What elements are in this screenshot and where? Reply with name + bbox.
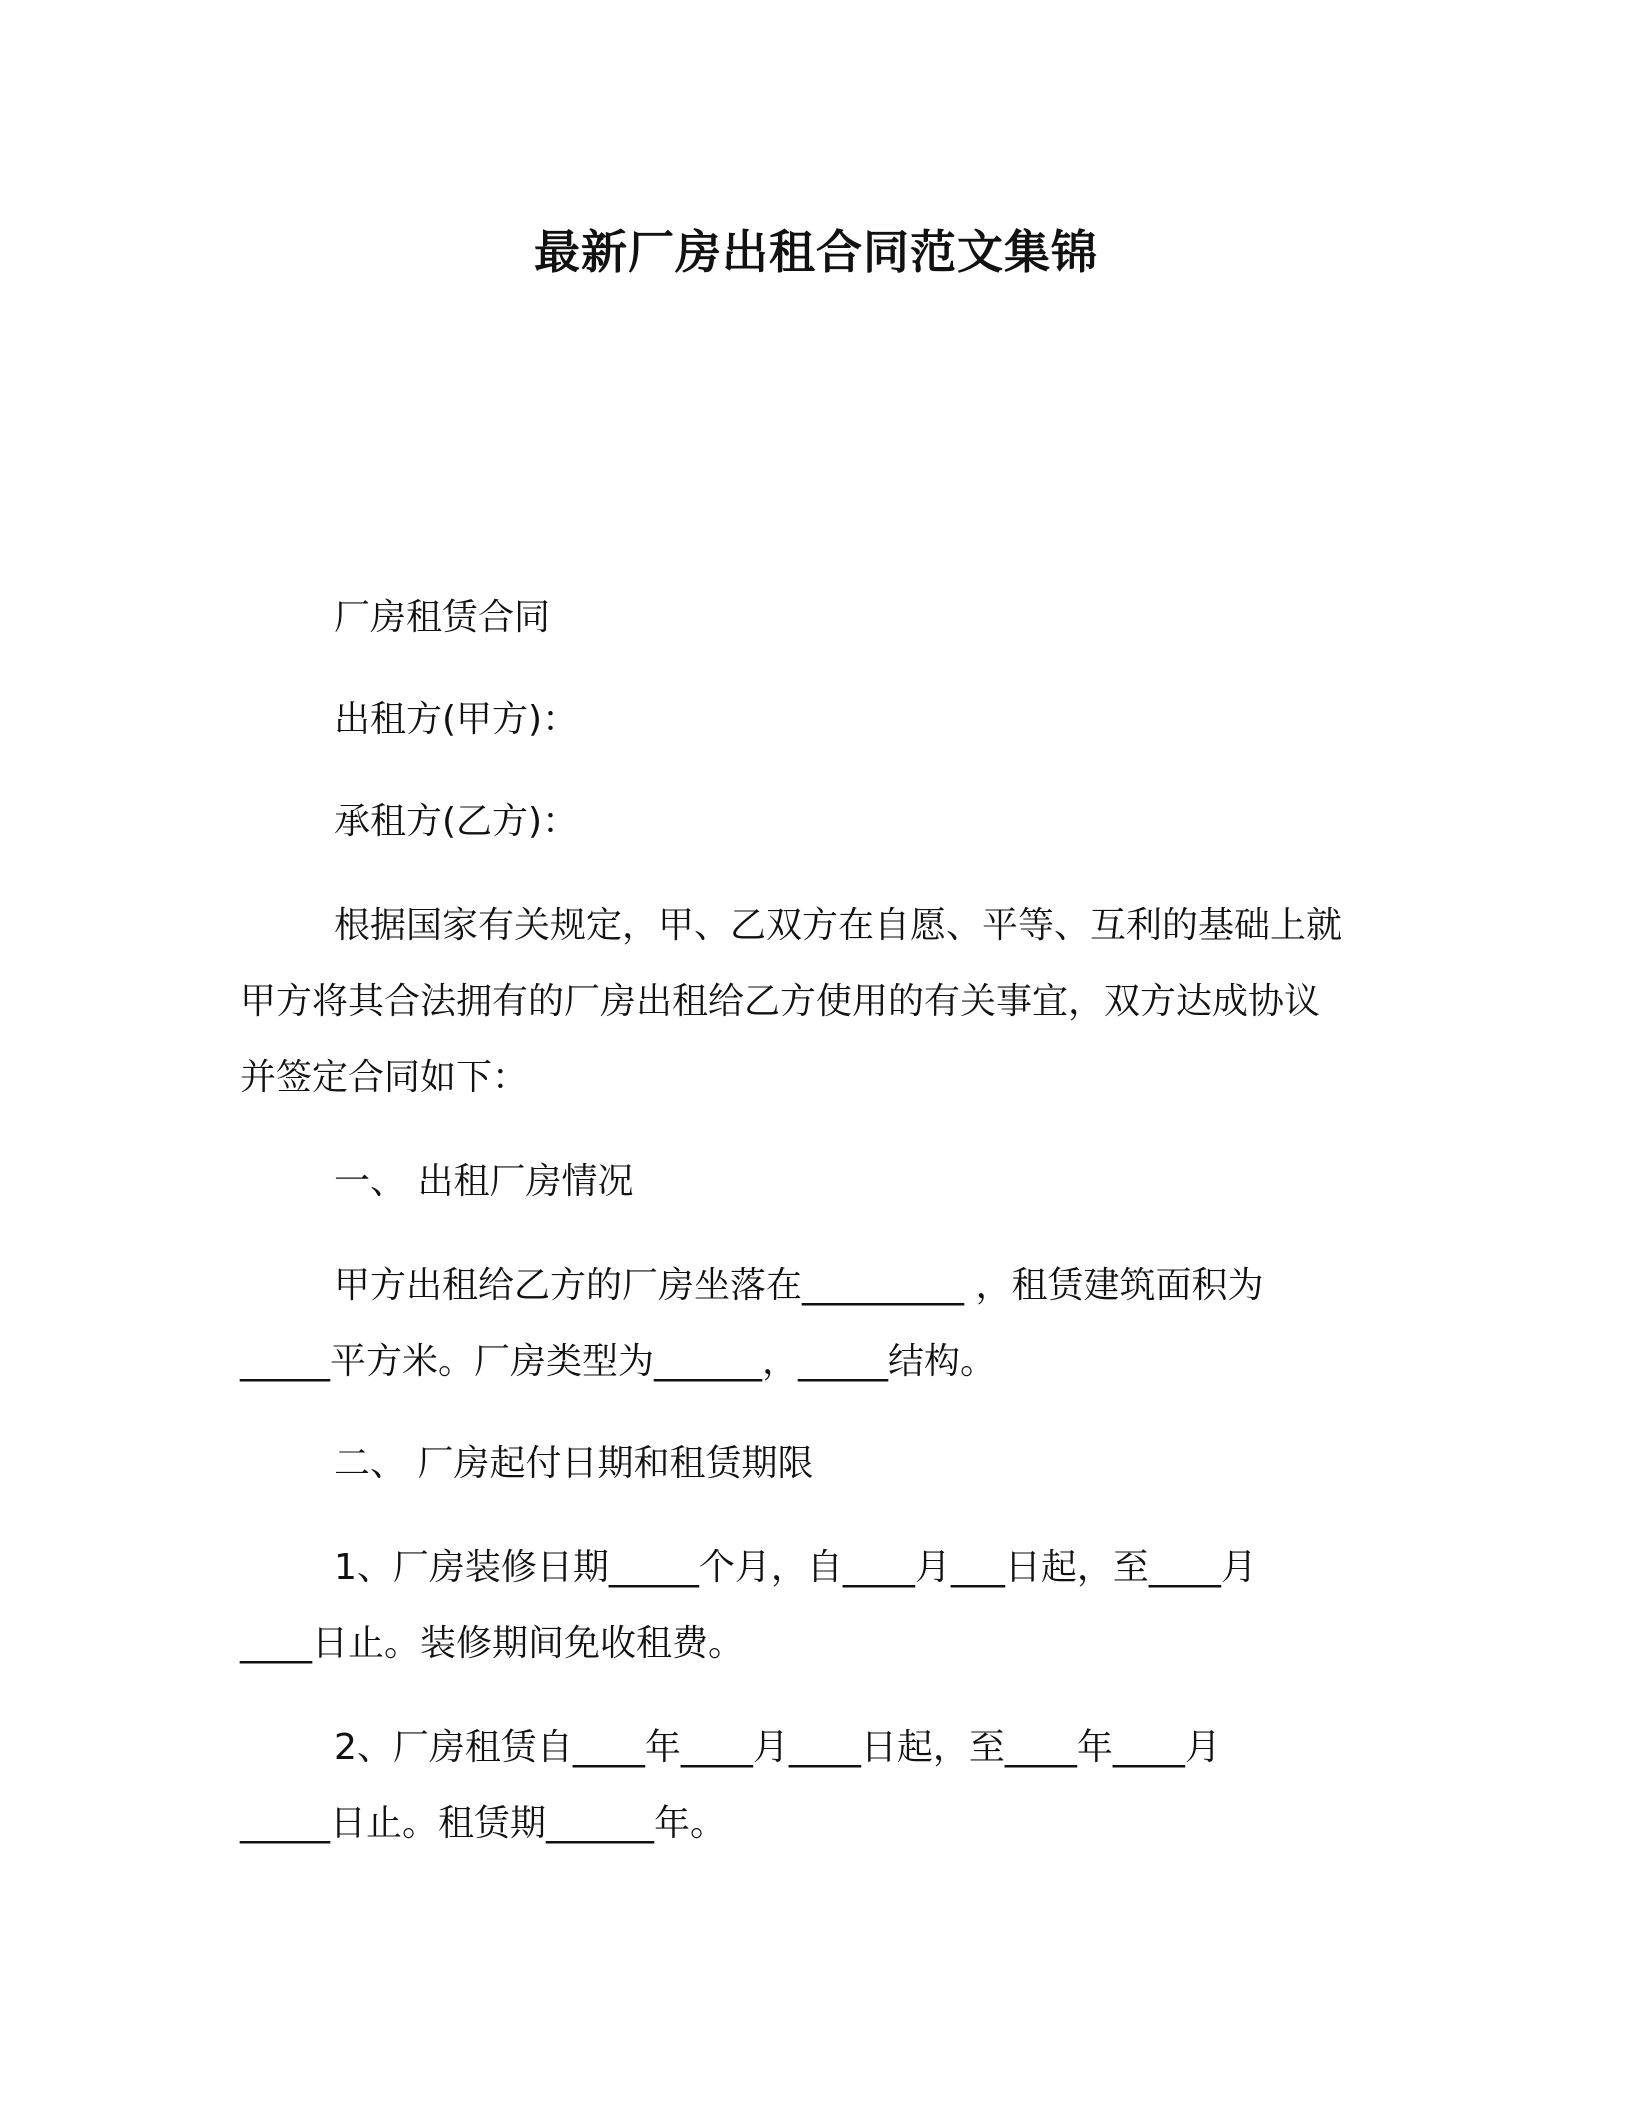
clause-1-line-2: ____日止。装修期间免收租费。 bbox=[240, 1623, 745, 1664]
contract-heading: 厂房租赁合同 bbox=[334, 597, 551, 638]
section-1-heading: 一、 出租厂房情况 bbox=[334, 1161, 634, 1202]
document-title: 最新厂房出租合同范文集锦 bbox=[534, 225, 1098, 279]
preamble-line-3: 并签定合同如下： bbox=[240, 1057, 529, 1098]
lessee-line: 承租方(乙方)： bbox=[334, 801, 579, 842]
section-1-text-line-2: _____平方米。厂房类型为______，_____结构。 bbox=[240, 1341, 997, 1382]
lessor-line: 出租方(甲方)： bbox=[334, 699, 579, 740]
section-1-text-line-1: 甲方出租给乙方的厂房坐落在_________ ，租赁建筑面积为 bbox=[334, 1265, 1264, 1306]
preamble-line-1: 根据国家有关规定，甲、乙双方在自愿、平等、互利的基础上就 bbox=[334, 905, 1343, 946]
preamble-line-2: 甲方将其合法拥有的厂房出租给乙方使用的有关事宜，双方达成协议 bbox=[240, 981, 1321, 1022]
clause-2-line-1: 2、厂房租赁自____年____月____日起，至____年____月 bbox=[334, 1727, 1221, 1768]
clause-2-line-2: _____日止。租赁期______年。 bbox=[240, 1803, 727, 1844]
section-2-heading: 二、 厂房起付日期和租赁期限 bbox=[334, 1443, 814, 1484]
clause-1-line-1: 1、厂房装修日期_____个月，自____月___日起，至____月 bbox=[334, 1547, 1257, 1588]
